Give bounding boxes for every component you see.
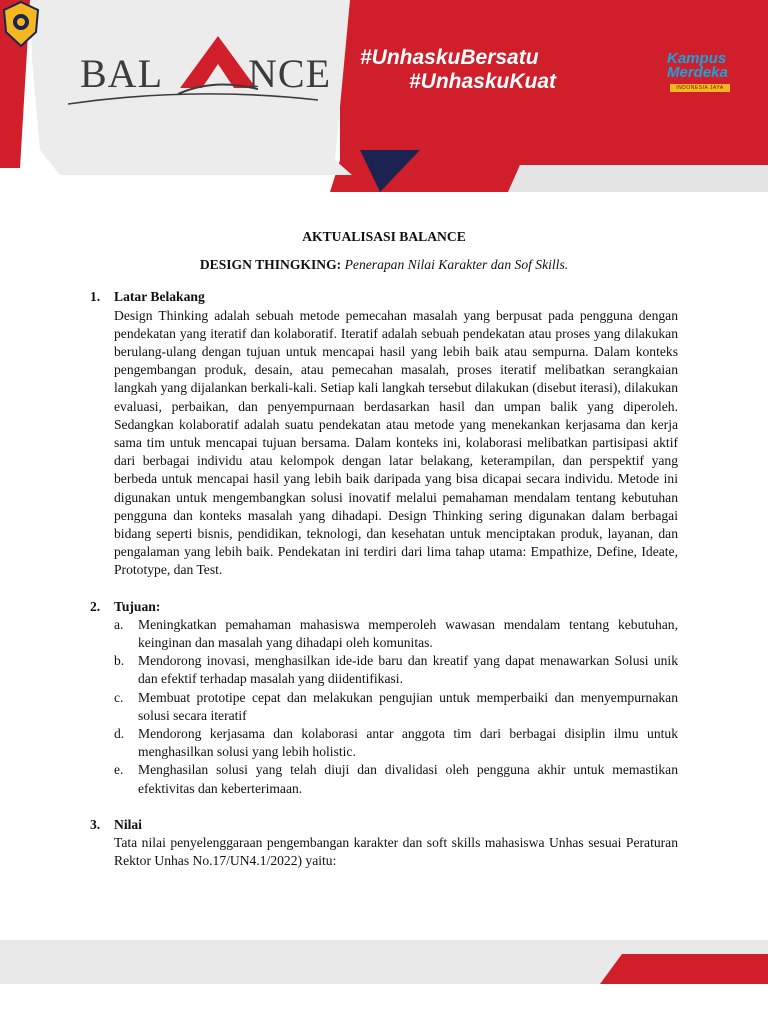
brand-swoosh [68,90,318,110]
kampus-merdeka-logo [667,52,728,80]
section-paragraph: Design Thinking adalah sebuah metode pemecahan masalah yang berpusat pada pengguna dengan pendekatan yang iteratif dan kolaboratif. Iteratif adalah sebuah pendekatan atau proses yang dilakukan berulang-ulang dengan tujuan untuk mencapai hasil yang lebih baik atau sempurna. Dalam konteks pengembangan produk, desain, atau pemecahan masalah, proses iteratif melibatkan serangkaian langkah yang dijalankan berkali-kali. Setiap kali langkah tersebut dilakukan (disebut iterasi), dilakukan evaluasi, perbaikan, dan penyempurnaan berdasarkan hasil dan umpan balik yang diperoleh. Sedangkan kolaboratif adalah suatu pendekatan atau metode yang menekankan kerjasama dan kerja sama tim untuk mencapai tujuan bersama. Dalam konteks ini, kolaborasi melibatkan partisipasi aktif dari berbagai individu atau kelompok dengan latar belakang, keterampilan, dan perspektif yang berbeda untuk mencapai hasil yang lebih baik daripada yang bisa dicapai secara individu. Metode ini digunakan untuk mengembangkan solusi inovatif melalui pemahaman mendalam tentang kebutuhan pengguna dan konteks masalah yang dihadapi. Design Thinking sering digunakan dalam berbagai bidang seperti bisnis, pendidikan, teknologi, dan kesehatan untuk menciptakan produk, layanan, dan pengalaman yang lebih baik. Pendekatan ini terdiri dari lima tahap utama: Empathize, Define, Ideate, Prototype, dan Test. [114,307,678,578]
list-item [114,725,678,761]
list-marker: d. [114,726,125,742]
brand-text-right: NCE [248,51,331,96]
section-number: 2. [90,598,101,614]
list-item-text: Membuat prototipe cepat dan melakukan pengujian untuk memperbaiki dan menyempurnakan solusi secara iteratif [138,689,678,723]
section-number: 1. [90,289,101,305]
section-nilai [90,816,678,871]
section-number: 3. [90,816,101,832]
section-heading: Tujuan: [114,598,161,614]
brand-text-left: BAL [80,51,163,96]
hashtag-unhasku-bersatu: #UnhaskuBersatu [360,46,539,69]
kampus-merdeka-line1: Kampus [667,50,727,67]
list-item-text: Mendorong inovasi, menghasilkan ide-ide baru dan kreatif yang dapat menawarkan Solusi unik dan efektif terhadap masalah yang diidentifikasi. [138,653,678,687]
subtitle-bold: DESIGN THINGKING: [199,257,342,273]
document-title: AKTUALISASI BALANCE [302,229,466,244]
section-paragraph: Tata nilai penyelenggaraan pengembangan karakter dan soft skills mahasiswa Unhas sesuai Peraturan Rektor Unhas No.17/UN4.1/2022) yaitu: [114,835,678,869]
list-item-text: Meningkatkan pemahaman mahasiswa memperoleh wawasan mendalam tentang kebutuhan, keinginan dan masalah yang dihadapi oleh komunitas. [138,616,678,651]
unhas-emblem-icon [0,0,42,48]
list-item [114,689,678,725]
document-body [90,228,678,889]
list-marker: e. [114,762,124,778]
header-banner [0,0,768,200]
kampus-merdeka-line2: Merdeka [667,64,728,81]
section-heading: Latar Belakang [114,289,205,305]
list-marker: a. [114,616,124,632]
tujuan-list [114,616,678,798]
list-item [114,616,678,652]
list-marker: c. [114,689,124,705]
list-item-text: Mendorong kerjasama dan kolaborasi antar anggota tim dari berbagai disiplin ilmu untuk menghasilkan solusi yang lebih holistic. [138,726,678,760]
section-heading: Nilai [114,816,142,832]
section-tujuan [90,598,678,798]
section-latar-belakang [90,288,678,579]
list-item [114,761,678,797]
subtitle-italic: Penerapan Nilai Karakter dan Sof Skills. [341,257,569,273]
kampus-merdeka-tagline: INDONESIA JAYA [670,84,730,92]
list-item-text: Menghasilan solusi yang telah diuji dan divalidasi oleh pengguna akhir untuk memastikan efektivitas dan keberterimaan. [138,762,678,796]
hashtag-unhasku-kuat: #UnhaskuKuat [409,70,557,93]
list-item [114,652,678,688]
document-subtitle [90,256,678,274]
footer-banner [0,940,768,1024]
list-marker: b. [114,653,125,669]
footer-shapes [0,940,768,1024]
